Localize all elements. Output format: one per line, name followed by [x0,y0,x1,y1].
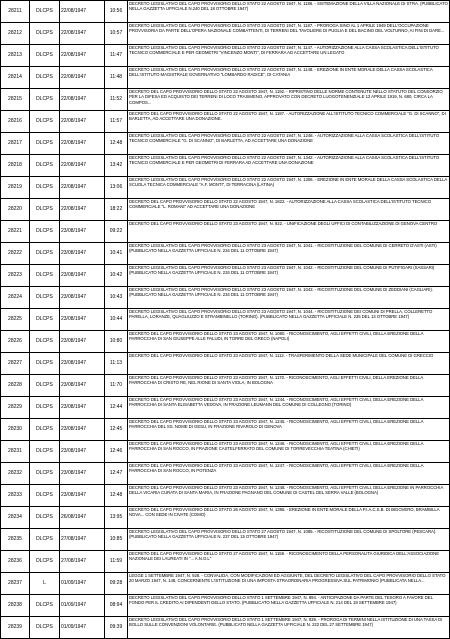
row-number: 28233 [1,485,30,507]
row-description: DECRETO LEGISLATIVO DEL CAPO PROVVISORIO DELLO STATO 22 AGOSTO 1947, N. 1147. - AUTORIZZAZIONE ALLA CASSA SCOLASTICA DELL'ISTITUTO TECNICO COMMERCIALE E PER GEOMETRI "VINCENZO MONTI", DI FERRARA AD ACCETTARE UN LEGATO [129,45,439,56]
row-code: 10:44 [105,309,128,331]
row-description-cell [128,309,450,331]
row-description: DECRETO DEL CAPO PROVVISORIO DELLO STATO 22 AGOSTO 1947, N. 1822. - AUTORIZZAZIONE ALLA CASSA SCOLASTICA DELL'ISTITUTO TECNICO COMMERCIALE "L. ROMANI" AD ACCETTARE UNA DONAZIONE [129,199,432,210]
row-code: 10:43 [105,287,128,309]
table-row [1,441,450,463]
row-act-type: DLCPS [30,221,60,243]
row-description-cell [128,595,450,617]
row-description: DECRETO LEGISLATIVO DEL CAPO PROVVISORIO DELLO STATO 27 AGOSTO 1947, N. 1085. - RICOSTITUZIONE DEL COMUNE DI SPOLTORE (PESCARA). (PUBBLICATO NELLA GAZZETTA UFFICIALE N. 237 DEL 15 OTTOBRE 1947) [129,529,437,540]
row-description: DECRETO LEGISLATIVO DEL CAPO PROVVISORIO DELLO STATO 22 AGOSTO 1947, N. 1148. - EREZIONE IN ENTE MORALE DELLA CASSA SCOLASTICA DELL'ISTITUTO MAGISTRALE GOVERNATIVO "LOMBARDO RADICE", DI CATANIA [129,67,433,78]
row-act-type: DLCPS [30,595,60,617]
row-number: 28216 [1,111,30,133]
row-description-cell [128,529,450,551]
table-row [1,1,450,23]
row-code: 08:94 [105,595,128,617]
row-description: LEGGE 1 SETTEMBRE 1947, N. 928. - CONVALIDA, CON MODIFICAZIONI ED AGGIUNTE, DEL DECRETO LEGISLATIVO DEL CAPO PROVVISORIO DELLO STATO 20 MARZO 1947, N. 148, CONCERNENTE L'ISTITUZIONE DI UNA IMPOSTA STRAORDINARIA PROGRESSIVA SUL PATRIMONIO (PUBBLICATA NELLA... [129,573,446,584]
row-code: 12:47 [105,463,128,485]
table-row [1,529,450,551]
row-description-cell [128,331,450,353]
row-description-cell [128,397,450,419]
row-date: 23/08/1947 [60,485,105,507]
row-description: DECRETO DEL CAPO PROVVISORIO DELLO STATO 22 AGOSTO 1947, N. 1192. - RIPRISTINO DELLE NORME CONTENUTE NELLO STATUTO DEL CONSORZIO PER LA DIFESA ED ACQUISTO DEI TERRENI DI LOCO TRASIMENO, APPROVATO CON DECRETO LUOGOTENENZIALE 13 APRILE 1919, N. 680, CIRCA LA COMPOS... [129,89,443,105]
row-code: 10:80 [105,331,128,353]
row-description-cell [128,265,450,287]
row-number: 28222 [1,243,30,265]
row-number: 28230 [1,419,30,441]
row-description-cell [128,551,450,573]
row-number: 28223 [1,265,30,287]
row-description: DECRETO LEGISLATIVO DEL CAPO PROVVISORIO DELLO STATO 22 AGOSTO 1947, N. 1306. - EREZIONE IN ENTE MORALE DELLA CASSA SCOLASTICA DELLA SCUOLA TECNICA COMMERCIALE "A.F. MONTI", DI TERRACINA (LATINA) [129,177,448,188]
row-date: 23/08/1947 [60,463,105,485]
row-code: 12:46 [105,441,128,463]
table-row [1,507,450,529]
row-number: 28234 [1,507,30,529]
table-row [1,199,450,221]
row-act-type: DLCPS [30,441,60,463]
row-number: 28214 [1,67,30,89]
row-act-type: DLCPS [30,199,60,221]
row-date: 22/08/1947 [60,155,105,177]
table-row [1,485,450,507]
table-row [1,243,450,265]
table-row [1,353,450,375]
table-row [1,595,450,617]
row-number: 28213 [1,45,30,67]
row-date: 22/08/1947 [60,67,105,89]
row-number: 28231 [1,441,30,463]
table-row [1,23,450,45]
row-code: 13:06 [105,177,128,199]
table-row [1,617,450,639]
row-date: 22/08/1947 [60,177,105,199]
row-number: 28228 [1,375,30,397]
row-code: 10:56 [105,1,128,23]
row-description: DECRETO LEGISLATIVO DEL CAPO PROVVISORIO DELLO STATO 22 AGOSTO 1947, N. 1186. - SISTEMAZIONE DELLA VILLA NAZIONALE DI STRA. (PUBBLICATO NELLA GAZZETTA UFFICIALE N.240 DEL 18 OTTOBRE 1947) [129,1,448,12]
row-description: DECRETO LEGISLATIVO DEL CAPO PROVVISORIO DELLO STATO 22 AGOSTO 1947, N. 1187. - PROROGA SINO AL 1 APRILE 1949 DELL'OCCUPAZIONE PROVVISORIA DA PARTE DELL'OPERA NAZIONALE COMBATTENTI, DI TERRENI DEL TAVOLIERE DI PUGLIA E DEL BACINO DEL VOLTURNO, AI FINI DI DARE... [129,23,445,34]
row-description-cell [128,485,450,507]
row-description: DECRETO LEGISLATIVO DEL CAPO PROVVISORIO DELLO STATO 23 AGOSTO 1947, N. 1041. - RICOSTITUZIONE DEL COMUNE DI CERRETO D'ASTI (ASTI) (PUBBLICATO NELLA GAZZETTA UFFICIALE N. 234 DEL 11 OTTOBRE 1947) [129,243,437,254]
row-act-type: DLCPS [30,133,60,155]
row-code: 09:28 [105,573,128,595]
row-date: 22/08/1947 [60,89,105,111]
row-act-type: DLCPS [30,375,60,397]
row-number: 28227 [1,353,30,375]
row-description-cell [128,177,450,199]
table-row [1,309,450,331]
table-row [1,133,450,155]
row-number: 28212 [1,23,30,45]
table-row [1,265,450,287]
row-act-type: DLCPS [30,67,60,89]
row-date: 22/08/1947 [60,111,105,133]
row-act-type: DLCPS [30,331,60,353]
row-description: DECRETO DEL CAPO PROVVISORIO DELLO STATO 23 AGOSTO 1947, N. 1113. - TRASFERIMENTO DELLA SEDE MUNICIPALE DEL COMUNE DI GRECCIO [129,353,434,358]
row-act-type: DLCPS [30,177,60,199]
row-number: 28237 [1,573,30,595]
row-code: 10:57 [105,23,128,45]
row-act-type: DLCPS [30,23,60,45]
row-description-cell [128,441,450,463]
row-date: 22/08/1947 [60,199,105,221]
row-date: 23/08/1947 [60,221,105,243]
row-description-cell [128,111,450,133]
table-row [1,551,450,573]
row-act-type: DLCPS [30,111,60,133]
row-code: 11:13 [105,353,128,375]
table-row [1,221,450,243]
row-code: 11:59 [105,551,128,573]
row-code: 13:95 [105,507,128,529]
row-description: DECRETO DEL CAPO PROVVISORIO DELLO STATO 27 AGOSTO 1947, N. 1159. - RICONOSCIMENTO DELLA PERSONALITA GIURIDICA DELL'ASSOCIAZIONE NAZIONALE DEI LAUREATI IN "... A.N.O.L" [129,551,440,562]
row-act-type: DLCPS [30,397,60,419]
row-date: 23/08/1947 [60,331,105,353]
row-code: 10:41 [105,243,128,265]
row-date: 23/08/1947 [60,397,105,419]
row-description: DECRETO DEL CAPO PROVVISORIO DELLO STATO 23 AGOSTO 1947, N. 1244. - RICONOSCIMENTO, AGLI EFFETTI CIVILI, DELLA EREZIONE DELLA PARROCCHIA DI SANTA ELISABETTA VEDOVA, IN FRAZIONE LEUMANN DEL COMUNE DI COLLEGNO (TORINO) [129,397,424,408]
row-date: 01/09/1947 [60,573,105,595]
row-date: 22/08/1947 [60,23,105,45]
row-description-cell [128,23,450,45]
row-description-cell [128,199,450,221]
row-description-cell [128,243,450,265]
row-date: 22/08/1947 [60,45,105,67]
row-date: 01/09/1947 [60,595,105,617]
row-description: DECRETO LEGISLATIVO DEL CAPO PROVVISORIO DELLO STATO 23 AGOSTO 1947, N. 1042. - RICOSTITUZIONE DEL COMUNE DI PUTIFIGARI (SASSARI) (PUBBLICATO NELLA GAZZETTA UFFICIALE N. 234 DEL 11 OTTOBRE 1947) [129,265,435,276]
row-number: 28238 [1,595,30,617]
row-description-cell [128,419,450,441]
row-code: 11:70 [105,375,128,397]
row-number: 28235 [1,529,30,551]
row-description: DECRETO LEGISLATIVO DEL CAPO PROVVISORIO DELLO STATO 23 AGOSTO 1947, N. 1044. - RICOSTITUZIONE DEI COMUNI DI PRELLA, COLLERETTO PARELLA, LORANZE, QUAGLIUZZO E STRAMBINELLO (TORINO). (PUBBLICATO NELLA GAZZETTA UFFICIALE N. 235 DEL 13 OTTOBRE 1947) [129,309,433,320]
row-description: DECRETO LEGISLATIVO DEL CAPO PROVVISORIO DELLO STATO 23 AGOSTO 1947, N. 1043. - RICOSTITUZIONE DEL COMUNE DI ZEDDIANI (CAGLIARI). (PUBBLICATO NELLA GAZZETTA UFFICIALE N. 234 DEL 11 OTTOBRE 1947) [129,287,433,298]
row-code: 12:45 [105,419,128,441]
row-number: 28232 [1,463,30,485]
row-description-cell [128,1,450,23]
row-date: 23/08/1947 [60,353,105,375]
row-description: DECRETO LEGISLATIVO DEL CAPO PROVVISORIO DELLO STATO 22 AGOSTO 1947, N. 1248. - AUTORIZZAZIONE ALLA CASSA SCOLASTICA DELL'ISTITUTO TECNICO COMMERCIALE "G. DI SCANNO", DI BARLETTA, AD ACCETTARE UNA DONAZIONE [129,133,440,144]
row-description-cell [128,353,450,375]
row-description: DECRETO LEGISLATIVO DEL CAPO PROVVISORIO DELLO STATO 22 AGOSTO 1947, N. 1342. - AUTORIZZAZIONE ALLA CASSA SCOLASTICA DELL'ISTITUTO TECNICO COMMERCIALE E PER GEOMETRI DI FERRARA AD ACCETTARE UNA DONAZIONE [129,155,440,166]
row-code: 10:42 [105,265,128,287]
row-code: 11:52 [105,89,128,111]
decree-register-body [1,1,450,639]
row-description-cell [128,617,450,639]
row-description-cell [128,45,450,67]
row-number: 28217 [1,133,30,155]
row-date: 23/08/1947 [60,309,105,331]
row-act-type: DLCPS [30,617,60,639]
table-row [1,177,450,199]
row-code: 11:48 [105,67,128,89]
row-act-type: DLCPS [30,1,60,23]
row-date: 23/08/1947 [60,419,105,441]
row-description-cell [128,155,450,177]
row-number: 28221 [1,221,30,243]
row-number: 28226 [1,331,30,353]
row-date: 23/08/1947 [60,375,105,397]
row-description: DECRETO DEL CAPO PROVVISORIO DELLO STATO 26 AGOSTO 1947, N. 1395. - EREZIONE IN ENTE MORALE DELLA P.I.A.C.S.B. DI BIGOVERO, BRAMBILLA NOVA... CON SEDE IN CIVATE (COMO) [129,507,440,518]
row-code: 18:22 [105,199,128,221]
row-act-type: DLCPS [30,507,60,529]
row-number: 28211 [1,1,30,23]
row-act-type: DLCPS [30,419,60,441]
row-number: 28224 [1,287,30,309]
row-description: DECRETO DEL CAPO PROVVISORIO DELLO STATO 23 AGOSTO 1947, N. 922. - UNIFICAZIONE DEGLI UFFICI DI CONTABILIZZAZIONE DI GENOVA CENTRO [129,221,438,226]
row-date: 26/08/1947 [60,507,105,529]
row-act-type: DLCPS [30,155,60,177]
row-act-type: DLCPS [30,529,60,551]
row-number: 28236 [1,551,30,573]
row-description-cell [128,133,450,155]
row-description-cell [128,573,450,595]
row-number: 28220 [1,199,30,221]
row-date: 23/08/1947 [60,243,105,265]
row-number: 28239 [1,617,30,639]
row-code: 12:44 [105,397,128,419]
row-code: 10:85 [105,529,128,551]
row-number: 28229 [1,397,30,419]
row-code: 09:39 [105,617,128,639]
row-date: 22/08/1947 [60,1,105,23]
row-description: DECRETO LEGISLATIVO DEL CAPO PROVVISORIO DELLO STATO 1 SETTEMBRE 1947, N. 894. - ANTICIPAZIONE DA PARTE DEL TESORO A FAVORE DEL FONDO PER IL CREDITO AI DIPENDENTI DELLO STATO. (PUBBLICATO NELLA GAZZETTA UFFICIALE N. 214 DEL 18 SETTEMBRE 1947) [129,595,433,606]
row-description: DECRETO LEGISLATIVO DEL CAPO PROVVISORIO DELLO STATO 1 SETTEMBRE 1947, N. 939. - PROROGA DI TERMINI NELLA ISTITUZIONE DI UNA TASSA DI BOLLO SULLE CONVENZIONI VOLONTARIE. (PUBBLICATO NELLA GAZZETTA UFFICIALE N. 222 DEL 27 SETTEMBRE 1947) [129,617,443,628]
row-description: DECRETO DEL CAPO PROVVISORIO DELLO STATO 23 AGOSTO 1947, N. 1170. - RICONOSCIMENTO, AGLI EFFETTI CIVILI, DELLA EREZIONE DELLA PARROCCHIA DI CRISTO RE, NEL RIONE DI SANTA VIOLA, IN BOLOGNA [129,375,423,386]
row-date: 01/09/1947 [60,617,105,639]
row-description: DECRETO DEL CAPO PROVVISORIO DELLO STATO 23 AGOSTO 1947, N. 1248. - RICONOSCIMENTO, AGLI EFFETTI CIVILI, DELLA EREZIONE IN PARROCCHIA DELLA VICARIA CURATA DI SANTA MARIA, IN FRAZIONE PAGNANO DEL COMUNE DI CASTEL DEL SERRA VALLE (BOLOGNA) [129,485,444,496]
row-number: 28225 [1,309,30,331]
row-date: 23/08/1947 [60,287,105,309]
row-description-cell [128,463,450,485]
row-description-cell [128,221,450,243]
row-act-type: DLCPS [30,265,60,287]
row-number: 28219 [1,177,30,199]
row-act-type: DLCPS [30,309,60,331]
table-row [1,67,450,89]
table-row [1,155,450,177]
row-date: 27/08/1947 [60,551,105,573]
row-description-cell [128,507,450,529]
table-row [1,45,450,67]
row-description: DECRETO DEL CAPO PROVVISORIO DELLO STATO 23 AGOSTO 1947, N. 1080. - RICONOSCIMENTO, AGLI EFFETTI CIVILI, DELLA EREZIONE DELLA PARROCCHIA DI SAN GIUSEPPE ALLE PALUDI, IN TORRE DEL GRECO (NAPOLI) [129,331,424,342]
table-row [1,419,450,441]
row-description: DECRETO DEL CAPO PROVVISORIO DELLO STATO 23 AGOSTO 1947, N. 1246. - RICONOSCIMENTO, AGLI EFFETTI CIVILI, DELLA EREZIONE DELLA PARROCCHIA DI SAN ROCCO, IN FRAZIONE CASTELFERRATO DEL COMUNE DI TORREVECCHIA TEATINA (CHIETI) [129,441,424,452]
row-code: 09:22 [105,221,128,243]
row-date: 22/08/1947 [60,133,105,155]
row-act-type: DLCPS [30,485,60,507]
row-number: 28218 [1,155,30,177]
table-row [1,287,450,309]
row-description-cell [128,89,450,111]
row-code: 12:48 [105,133,128,155]
row-act-type: DLCPS [30,243,60,265]
row-act-type: L [30,573,60,595]
row-act-type: DLCPS [30,45,60,67]
row-code: 11:47 [105,45,128,67]
table-row [1,573,450,595]
row-code: 12:48 [105,485,128,507]
row-date: 23/08/1947 [60,265,105,287]
row-act-type: DLCPS [30,463,60,485]
row-description-cell [128,375,450,397]
row-code: 13:42 [105,155,128,177]
table-row [1,111,450,133]
row-number: 28215 [1,89,30,111]
row-description-cell [128,67,450,89]
row-description: DECRETO DEL CAPO PROVVISORIO DELLO STATO 23 AGOSTO 1947, N. 1245. - RICONOSCIMENTO, AGLI EFFETTI CIVILI, DELLA EREZIONE DELLA PARROCCHIA DEL SS. NOME DI GESU, IN FRAZIONE RIVAROLO DI GENOVA [129,419,424,430]
row-code: 11:57 [105,111,128,133]
table-row [1,463,450,485]
row-description: DECRETO DEL CAPO PROVVISORIO DELLO STATO 22 AGOSTO 1947, N. 1197. - AUTORIZZAZIONE ALL'ISTITUTO TECNICO COMMERCIALE "G. DI SCANNO", DI BARLETTA, AD ACCETTARE UNA DONAZIONE. [129,111,446,122]
table-row [1,397,450,419]
row-date: 27/08/1947 [60,529,105,551]
table-row [1,375,450,397]
table-row [1,89,450,111]
row-act-type: DLCPS [30,287,60,309]
table-row [1,331,450,353]
row-description-cell [128,287,450,309]
row-act-type: DLCPS [30,353,60,375]
row-act-type: DLCPS [30,89,60,111]
row-date: 23/08/1947 [60,441,105,463]
row-description: DECRETO DEL CAPO PROVVISORIO DELLO STATO 23 AGOSTO 1947, N. 1247. - RICONOSCIMENTO, AGLI EFFETTI CIVILI, DELLA EREZIONE DELLA PARROCCHIA DI SAN ROCCO, IN POTENZA [129,463,424,474]
row-act-type: DLCPS [30,551,60,573]
